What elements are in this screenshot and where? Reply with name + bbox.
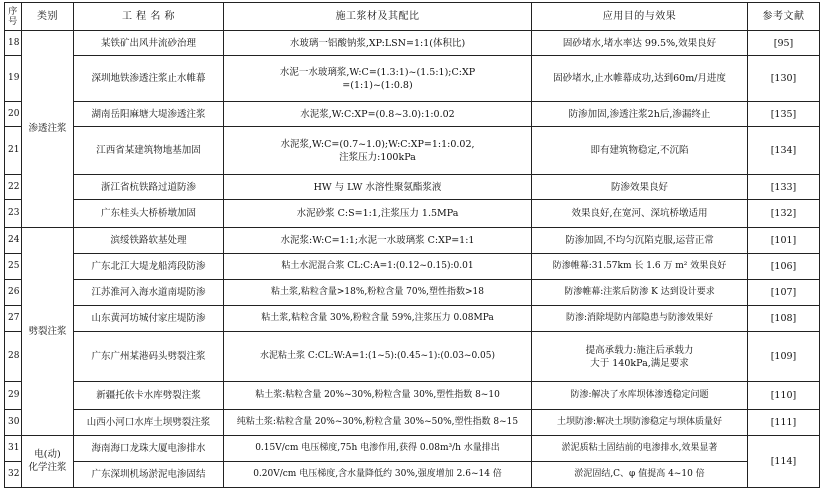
purpose-effect: 淤泥固结,C、φ 值提高 4~10 倍	[532, 461, 748, 487]
row-number: 22	[5, 175, 22, 200]
table-row	[5, 332, 820, 382]
purpose-effect: 效果良好,在宽河、深坑桥墩适用	[532, 200, 748, 227]
reference: [114]	[748, 435, 820, 487]
material-line: 注浆压力:100kPa	[339, 151, 416, 163]
purpose-effect: 淤泥质粘土固结前的电渗排水,效果显著	[532, 435, 748, 461]
material-ratio: 粘土浆:粘粒含量 20%~30%,粉粒含量 30%,塑性指数 8~10	[224, 382, 532, 409]
material-ratio: 粘土浆,粘粒含量 30%,粉粒含量 59%,注浆压力 0.08MPa	[224, 305, 532, 331]
material-ratio	[224, 56, 532, 102]
material-ratio: HW 与 LW 水溶性聚氨酯浆液	[224, 175, 532, 200]
row-number: 29	[5, 382, 22, 409]
material-line: 水泥一水玻璃浆,W:C=(1.3:1)~(1.5:1);C:XP	[279, 66, 476, 78]
material-ratio: 0.20V/cm 电压梯度,含水量降低约 30%,强度增加 2.6~14 倍	[224, 461, 532, 487]
material-ratio: 粘土浆,粘粒含量>18%,粉粒含量 70%,塑性指数>18	[224, 279, 532, 305]
reference: [130]	[748, 56, 820, 102]
table-row	[5, 102, 820, 127]
row-number: 27	[5, 305, 22, 331]
material-line: =(1:1)~(1:0.8)	[342, 79, 413, 91]
row-number: 18	[5, 31, 22, 56]
header-no: 序号	[5, 3, 22, 31]
row-number: 21	[5, 127, 22, 175]
purpose-effect: 防渗帷幕:注浆后防渗 K 达到设计要求	[532, 279, 748, 305]
header-refs: 参考文献	[748, 3, 820, 31]
table-row	[5, 382, 820, 409]
reference: [111]	[748, 409, 820, 435]
project-name: 广东深圳机场淤泥电渗固结	[74, 461, 224, 487]
project-name: 滨绥铁路软基处理	[74, 227, 224, 253]
table-row	[5, 409, 820, 435]
table-row	[5, 56, 820, 102]
table-row	[5, 461, 820, 487]
purpose-effect: 防渗:消除堤防内部隐患与防渗效果好	[532, 305, 748, 331]
table-row	[5, 200, 820, 227]
reference: [109]	[748, 332, 820, 382]
category-seepage-grouting: 渗透注浆	[22, 31, 74, 228]
project-name: 新疆托依卡水库劈裂注浆	[74, 382, 224, 409]
construction-grouting-table	[4, 2, 820, 488]
purpose-line: 大于 140kPa,满足要求	[590, 357, 689, 369]
table-row	[5, 127, 820, 175]
project-name: 浙江省杭铁路过道防渗	[74, 175, 224, 200]
project-name: 广东桂头大桥桥墩加固	[74, 200, 224, 227]
purpose-effect: 固砂堵水,堵水率达 99.5%,效果良好	[532, 31, 748, 56]
table-row	[5, 227, 820, 253]
category-electrochemical-grouting	[22, 435, 74, 487]
material-ratio: 水泥浆:W:C=1:1;水泥一水玻璃浆 C:XP=1:1	[224, 227, 532, 253]
purpose-effect: 防渗加固,渗透注浆2h后,渗漏终止	[532, 102, 748, 127]
purpose-effect: 固砂堵水,止水帷幕成功,达到60m/月进度	[532, 56, 748, 102]
project-name: 山西小河口水库土坝劈裂注浆	[74, 409, 224, 435]
reference: [108]	[748, 305, 820, 331]
header-category: 类别	[22, 3, 74, 31]
material-ratio: 纯粘土浆:粘粒含量 20%~30%,粉粒含量 30%~50%,塑性指数 8~15	[224, 409, 532, 435]
row-number: 28	[5, 332, 22, 382]
purpose-effect: 防渗帷幕:31.57km 长 1.6 万 m² 效果良好	[532, 253, 748, 279]
material-ratio: 水泥砂浆 C:S=1:1,注浆压力 1.5MPa	[224, 200, 532, 227]
reference: [134]	[748, 127, 820, 175]
reference: [135]	[748, 102, 820, 127]
category-fracture-grouting: 劈裂注浆	[22, 227, 74, 435]
table-row	[5, 175, 820, 200]
reference: [107]	[748, 279, 820, 305]
purpose-line: 提高承载力:施注后承载力	[585, 344, 694, 356]
project-name: 某铁矿出风井流砂治理	[74, 31, 224, 56]
material-ratio	[224, 127, 532, 175]
material-line: 水泥浆,W:C=(0.7~1.0);W:C:XP=1:1:0.02,	[280, 138, 475, 150]
material-ratio: 0.15V/cm 电压梯度,75h 电渗作用,获得 0.08m³/h 水量排出	[224, 435, 532, 461]
purpose-effect: 防渗加固,不均匀沉陷克服,运营正常	[532, 227, 748, 253]
row-number: 19	[5, 56, 22, 102]
row-number: 26	[5, 279, 22, 305]
row-number: 32	[5, 461, 22, 487]
row-number: 24	[5, 227, 22, 253]
header-project: 工 程 名 称	[74, 3, 224, 31]
row-number: 30	[5, 409, 22, 435]
material-ratio: 水玻璃一铝酸钠浆,XP:LSN=1:1(体积比)	[224, 31, 532, 56]
project-name: 江苏淮河入海水道南堤防渗	[74, 279, 224, 305]
table-row	[5, 279, 820, 305]
project-name: 海南海口龙珠大厦电渗排水	[74, 435, 224, 461]
reference: [132]	[748, 200, 820, 227]
material-ratio: 水泥浆,W:C:XP=(0.8~3.0):1:0.02	[224, 102, 532, 127]
purpose-effect: 即有建筑物稳定,不沉陷	[532, 127, 748, 175]
row-number: 31	[5, 435, 22, 461]
purpose-effect: 土坝防渗:解决土坝防渗稳定与坝体质量好	[532, 409, 748, 435]
reference: [106]	[748, 253, 820, 279]
row-number: 20	[5, 102, 22, 127]
header-materials: 施工浆材及其配比	[224, 3, 532, 31]
category-line: 化学注浆	[28, 462, 67, 474]
table-row	[5, 31, 820, 56]
material-ratio: 水泥粘土浆 C:CL:W:A=1:(1~5):(0.45~1):(0.03~0.05)	[224, 332, 532, 382]
project-name: 广东北江大堤龙船湾段防渗	[74, 253, 224, 279]
material-ratio: 粘土水泥混合浆 CL:C:A=1:(0.12~0.15):0.01	[224, 253, 532, 279]
reference: [101]	[748, 227, 820, 253]
project-name: 湖南岳阳麻塘大堤渗透注浆	[74, 102, 224, 127]
header-row	[5, 3, 820, 31]
reference: [110]	[748, 382, 820, 409]
table-row	[5, 435, 820, 461]
project-name: 山东黄河坊城付家庄堤防渗	[74, 305, 224, 331]
table-row	[5, 305, 820, 331]
row-number: 25	[5, 253, 22, 279]
project-name: 深圳地铁渗透注浆止水帷幕	[74, 56, 224, 102]
reference: [133]	[748, 175, 820, 200]
category-line: 电(动)	[34, 449, 61, 461]
table-row	[5, 253, 820, 279]
purpose-effect: 防渗:解决了水库坝体渗透稳定问题	[532, 382, 748, 409]
header-purpose: 应用目的与效果	[532, 3, 748, 31]
project-name: 广东广州某港码头劈裂注浆	[74, 332, 224, 382]
reference: [95]	[748, 31, 820, 56]
row-number: 23	[5, 200, 22, 227]
project-name: 江西省某建筑物地基加固	[74, 127, 224, 175]
purpose-effect	[532, 332, 748, 382]
purpose-effect: 防渗效果良好	[532, 175, 748, 200]
